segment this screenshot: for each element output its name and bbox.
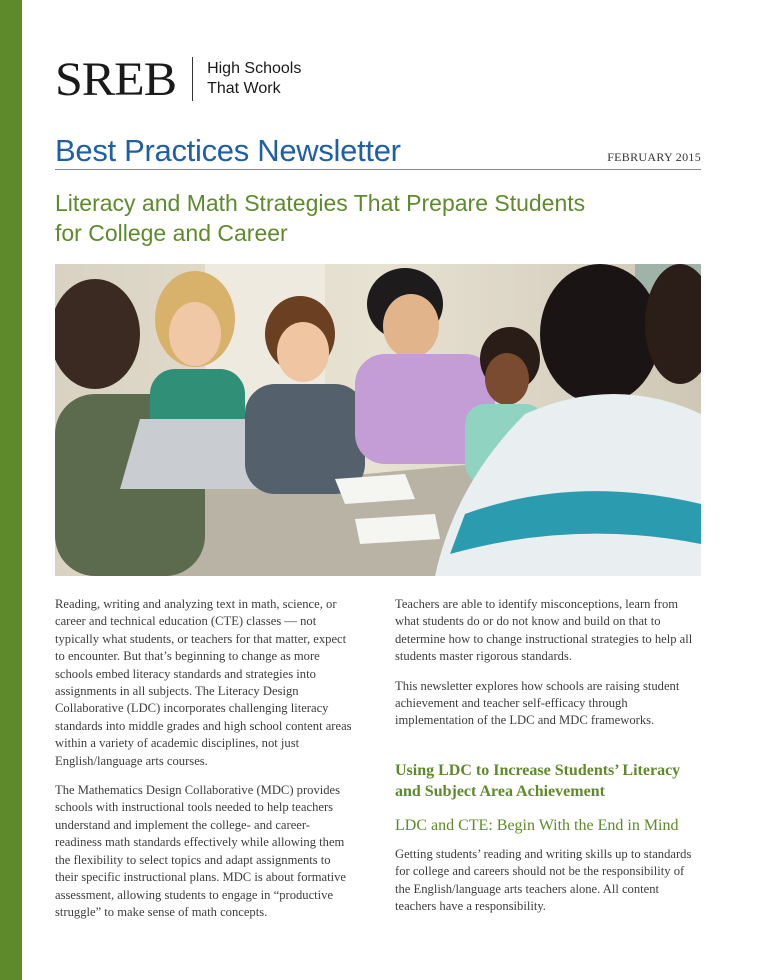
newsletter-title: Best Practices Newsletter: [55, 133, 401, 168]
body-paragraph: The Mathematics Design Collaborative (MDC) provides schools with instructional tools needed to help teachers understand and implement the college- and career-readiness math standards effectively while allowing them the flexibility to select topics and adapt assignments to their specific instructional plans. MDC is about formative assessment, allowing students to engage in “productive struggle” to make sense of math concepts.: [55, 783, 346, 919]
body-column-left: [55, 596, 355, 933]
logo-wordmark: SREB: [55, 52, 177, 106]
body-paragraph: Teachers are able to identify misconceptions, learn from what students do or do not know and build on that to determine how to change instructional strategies to help all students master rigorous standards.: [395, 597, 693, 664]
section-heading: Using LDC to Increase Students’ Literacy and Subject Area Achievement: [395, 761, 681, 800]
article-headline: Literacy and Math Strategies That Prepare Students for College and Career: [55, 190, 586, 246]
tagline-line2: That Work: [207, 80, 281, 97]
sreb-logo: [55, 52, 302, 106]
sub-heading: LDC and CTE: Begin With the End in Mind: [395, 816, 679, 834]
hero-photo: [55, 264, 701, 576]
body-paragraph: Reading, writing and analyzing text in math, science, or career and technical education (CTE) classes — not typically what students, or teachers for that matter, expect to encounter. But that’s beginning to change as more schools embed literacy standards and strategies into assignments in all subjects. The Literacy Design Collaborative (LDC) incorporates challenging literacy standards into middle grades and high school content areas within a variety of academic disciplines, not just English/language arts courses.: [55, 597, 352, 768]
logo-divider: [192, 57, 193, 101]
tagline-line1: High Schools: [207, 60, 302, 77]
body-paragraph: This newsletter explores how schools are raising student achievement and teacher self-efficacy through implementation of the LDC and MDC frameworks.: [395, 678, 680, 728]
title-divider: [55, 169, 701, 170]
classroom-photo-illustration: [55, 264, 701, 576]
issue-date: FEBRUARY 2015: [607, 150, 701, 164]
body-column-right: [395, 596, 701, 927]
body-paragraph: Getting students’ reading and writing skills up to standards for college and careers should not be the responsibility of the English/language arts teachers alone. All content teachers have a responsibility.: [395, 846, 692, 914]
logo-tagline: [207, 59, 301, 99]
left-accent-bar: [0, 0, 22, 980]
